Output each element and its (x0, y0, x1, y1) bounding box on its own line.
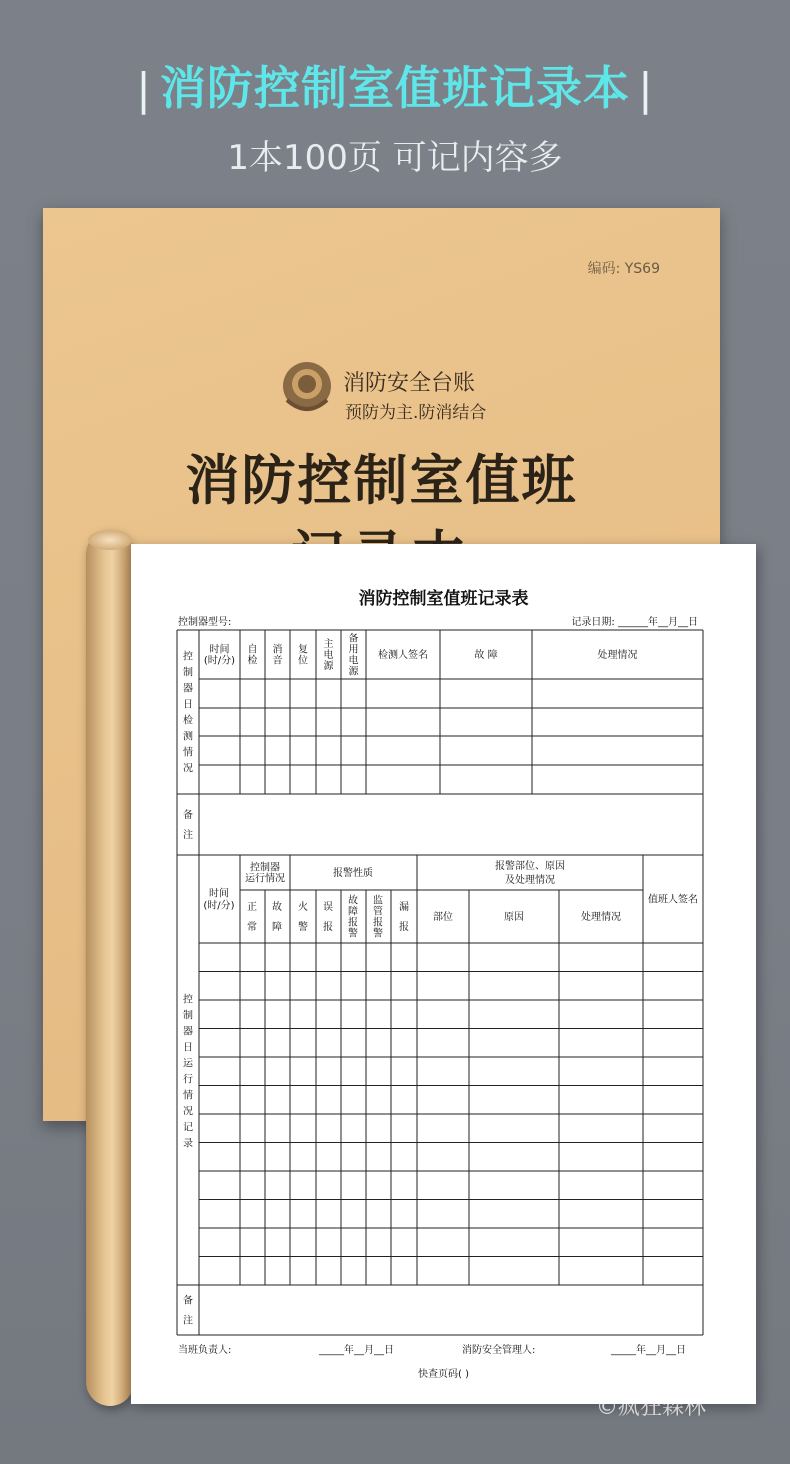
run-header-controller: 控制器运行情况 (245, 862, 285, 885)
run-side-label-char: 情 (183, 1090, 193, 1102)
remark1-label: 备注 (183, 810, 193, 841)
daily-header-3: 复位 (298, 644, 308, 667)
controller-model-label: 控制器型号: (178, 617, 232, 628)
daily-side-label-char: 测 (183, 731, 193, 743)
safety-manager-label: 消防安全管理人: (462, 1345, 536, 1356)
daily-header-7: 故 障 (474, 650, 498, 661)
run-header-fire: 火警 (298, 902, 308, 933)
headline-text: 消防控制室值班记录本 (160, 61, 630, 115)
paper-roll (86, 530, 134, 1406)
run-header-missed: 漏报 (399, 902, 409, 933)
run-side-label-char: 器 (183, 1026, 193, 1038)
daily-side-label-char: 器 (183, 683, 193, 695)
run-header-normal: 正常 (247, 902, 257, 933)
shift-leader-date: _____年__月__日 (319, 1345, 394, 1356)
cover-code: 编码: YS69 (587, 261, 660, 277)
headline-bar-left: | (136, 64, 152, 115)
daily-side-label-char: 检 (183, 715, 193, 727)
record-date-label: 记录日期: ______年__月__日 (571, 617, 698, 628)
page-code: 快查页码( ) (418, 1369, 469, 1380)
run-side-label-char: 日 (183, 1042, 193, 1054)
run-side-label-char: 况 (183, 1106, 193, 1118)
daily-header-5: 备用电源 (348, 633, 359, 678)
run-header-duty-sign: 值班人签名 (648, 894, 698, 906)
record-sheet (131, 544, 756, 1404)
run-header-supervise: 监管报警 (373, 895, 383, 940)
run-side-label-char: 制 (183, 1010, 193, 1022)
record-table (131, 544, 756, 1404)
run-header-fault-alarm: 故障报警 (348, 895, 358, 940)
daily-side-label-char: 控 (183, 651, 193, 663)
subline: 1本100页 可记内容多 (227, 138, 563, 178)
daily-header-4: 主电源 (323, 639, 334, 672)
paper-roll-end (88, 530, 132, 550)
run-header-handling: 处理情况 (581, 912, 621, 923)
run-header-alarm: 报警性质 (333, 868, 373, 879)
run-header-location-group: 报警部位、原因及处理情况 (495, 861, 565, 886)
daily-side-label-char: 情 (183, 747, 193, 759)
run-header-fault: 故障 (272, 902, 282, 933)
shift-leader-label: 当班负责人: (178, 1345, 232, 1356)
run-side-label-char: 录 (183, 1138, 193, 1150)
headline-bar-right: | (638, 64, 654, 115)
daily-side-label-char: 制 (183, 667, 193, 679)
remark2-label: 备注 (183, 1295, 193, 1327)
cover-title-line1: 消防控制室值班 (185, 449, 578, 512)
run-header-time: 时间(时/分) (203, 888, 235, 912)
run-header-false: 误报 (323, 902, 333, 933)
run-side-label-char: 行 (183, 1074, 193, 1086)
daily-header-8: 处理情况 (597, 650, 638, 661)
daily-side-label-char: 日 (183, 699, 193, 711)
cover-series: 消防安全台账 (343, 371, 476, 396)
cover-slogan: 预防为主.防消结合 (345, 403, 487, 423)
safety-manager-date: _____年__月__日 (611, 1345, 686, 1356)
run-side-label-char: 运 (183, 1058, 193, 1070)
headline (0, 52, 790, 118)
sheet-title: 消防控制室值班记录表 (358, 589, 529, 609)
run-header-cause: 原因 (504, 912, 524, 923)
run-side-label-char: 记 (183, 1122, 193, 1134)
daily-header-1: 自检 (247, 644, 258, 667)
daily-header-2: 消音 (272, 644, 283, 667)
run-header-location: 部位 (433, 912, 453, 923)
run-side-label-char: 控 (183, 994, 193, 1006)
daily-header-6: 检测人签名 (378, 650, 428, 661)
daily-header-0: 时间(时/分) (203, 644, 236, 667)
daily-side-label-char: 况 (183, 763, 193, 775)
watermark: ©疯狂森林 (596, 1395, 707, 1420)
fire-emblem-icon (279, 358, 335, 416)
